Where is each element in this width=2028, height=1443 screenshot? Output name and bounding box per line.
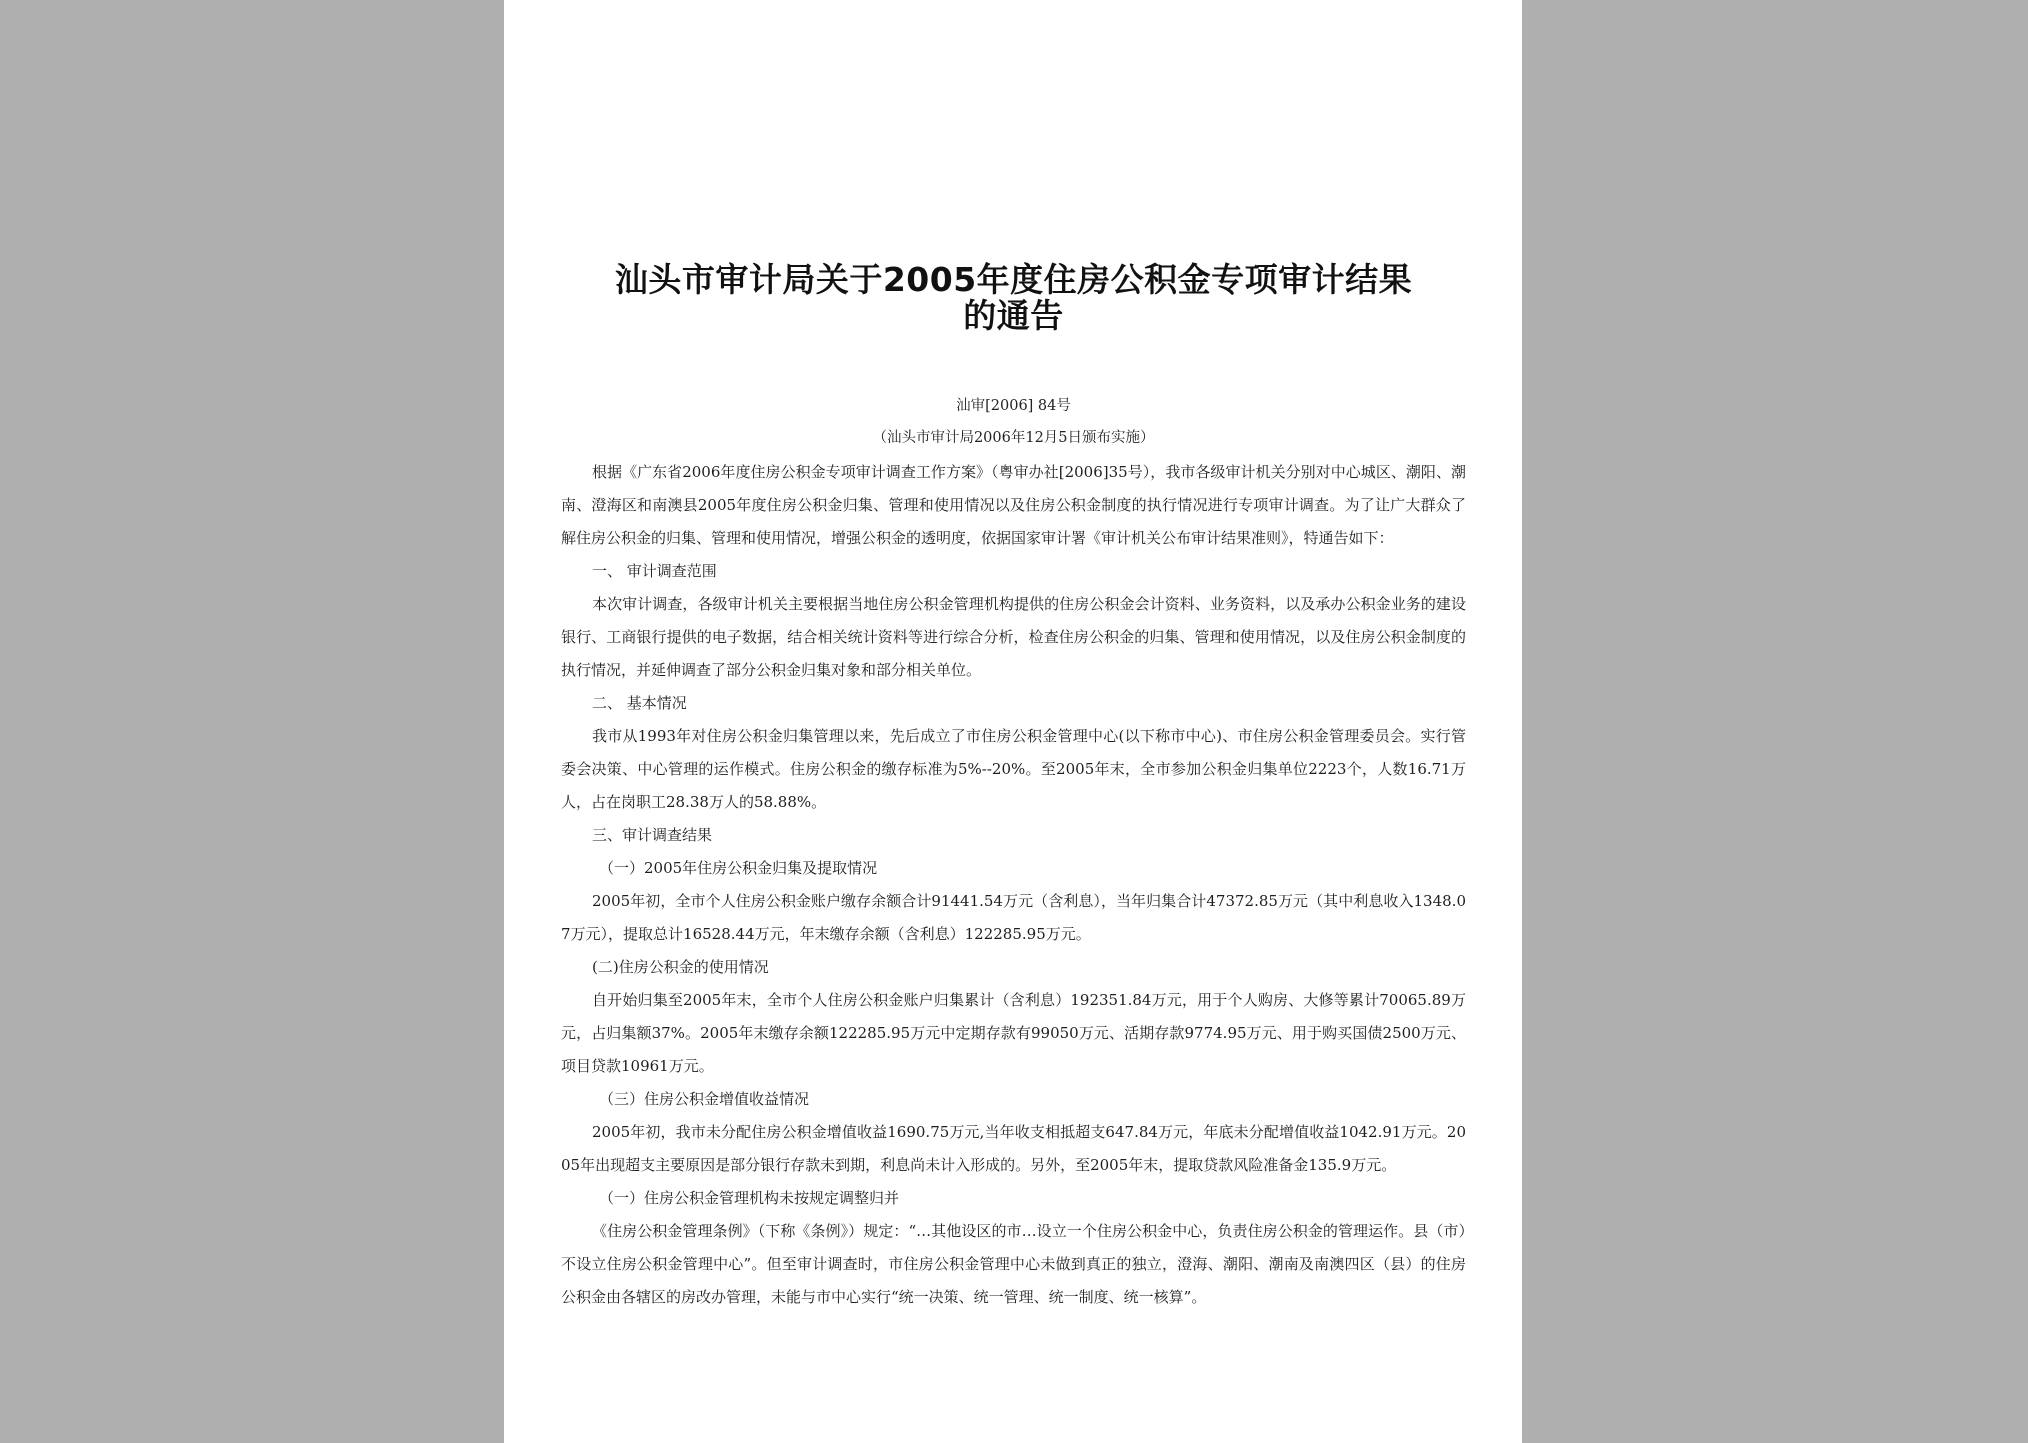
section-1-heading: 一、 审计调查范围 bbox=[592, 562, 717, 580]
subsection-2-paragraph: 自开始归集至2005年末，全市个人住房公积金账户归集累计（含利息）192351.84万元，用于个人购房、大修等累计70065.89万元，占归集额37%。2005年末缴存余额122285.95万元中定期存款有99050万元、活期存款9774.95万元、用于购买国债2500万元、项目贷款10961万元。 bbox=[561, 991, 1466, 1075]
subsection-2-heading: (二)住房公积金的使用情况 bbox=[592, 958, 769, 976]
document-content bbox=[561, 262, 1466, 1314]
subsection-1-paragraph: 2005年初，全市个人住房公积金账户缴存余额合计91441.54万元（含利息），当年归集合计47372.85万元（其中利息收入1348.07万元），提取总计16528.44万元，年末缴存余额（含利息）122285.95万元。 bbox=[561, 892, 1466, 943]
title-line-1: 汕头市审计局关于2005年度住房公积金专项审计结果 bbox=[614, 260, 1413, 299]
document-title bbox=[561, 262, 1466, 334]
subsection-4-paragraph: 《住房公积金管理条例》（下称《条例》）规定：“…其他设区的市…设立一个住房公积金中心，负责住房公积金的管理运作。县（市）不设立住房公积金管理中心”。但至审计调查时，市住房公积金管理中心未做到真正的独立，澄海、潮阳、潮南及南澳四区（县）的住房公积金由各辖区的房改办管理，未能与市中心实行“统一决策、统一管理、统一制度、统一核算”。 bbox=[561, 1222, 1466, 1306]
section-1-paragraph: 本次审计调查，各级审计机关主要根据当地住房公积金管理机构提供的住房公积金会计资料、业务资料，以及承办公积金业务的建设银行、工商银行提供的电子数据，结合相关统计资料等进行综合分析，检查住房公积金的归集、管理和使用情况，以及住房公积金制度的执行情况，并延伸调查了部分公积金归集对象和部分相关单位。 bbox=[561, 595, 1466, 679]
intro-paragraph: 根据《广东省2006年度住房公积金专项审计调查工作方案》（粤审办社[2006]35号），我市各级审计机关分别对中心城区、潮阳、潮南、澄海区和南澳县2005年度住房公积金归集、管理和使用情况以及住房公积金制度的执行情况进行专项审计调查。为了让广大群众了解住房公积金的归集、管理和使用情况，增强公积金的透明度，依据国家审计署《审计机关公布审计结果准则》，特通告如下： bbox=[561, 463, 1466, 547]
subsection-4-heading: （一）住房公积金管理机构未按规定调整归并 bbox=[599, 1189, 900, 1207]
subsection-1-heading: （一）2005年住房公积金归集及提取情况 bbox=[599, 859, 878, 877]
issue-note: （汕头市审计局2006年12月5日颁布实施） bbox=[872, 430, 1155, 446]
section-3-heading: 三、审计调查结果 bbox=[592, 826, 713, 844]
section-2-heading: 二、 基本情况 bbox=[592, 694, 687, 712]
section-2-paragraph: 我市从1993年对住房公积金归集管理以来，先后成立了市住房公积金管理中心(以下称市中心)、市住房公积金管理委员会。实行管委会决策、中心管理的运作模式。住房公积金的缴存标准为5%--20%。至2005年末，全市参加公积金归集单位2223个，人数16.71万人，占在岗职工28.38万人的58.88%。 bbox=[561, 727, 1466, 811]
subsection-3-heading: （三）住房公积金增值收益情况 bbox=[599, 1090, 810, 1108]
subsection-3-paragraph: 2005年初，我市未分配住房公积金增值收益1690.75万元,当年收支相抵超支647.84万元，年底未分配增值收益1042.91万元。2005年出现超支主要原因是部分银行存款未到期，利息尚未计入形成的。另外，至2005年末，提取贷款风险准备金135.9万元。 bbox=[561, 1123, 1466, 1174]
document-number: 汕审[2006] 84号 bbox=[956, 398, 1071, 414]
title-line-2: 的通告 bbox=[963, 296, 1064, 335]
document-page bbox=[504, 0, 1522, 1443]
